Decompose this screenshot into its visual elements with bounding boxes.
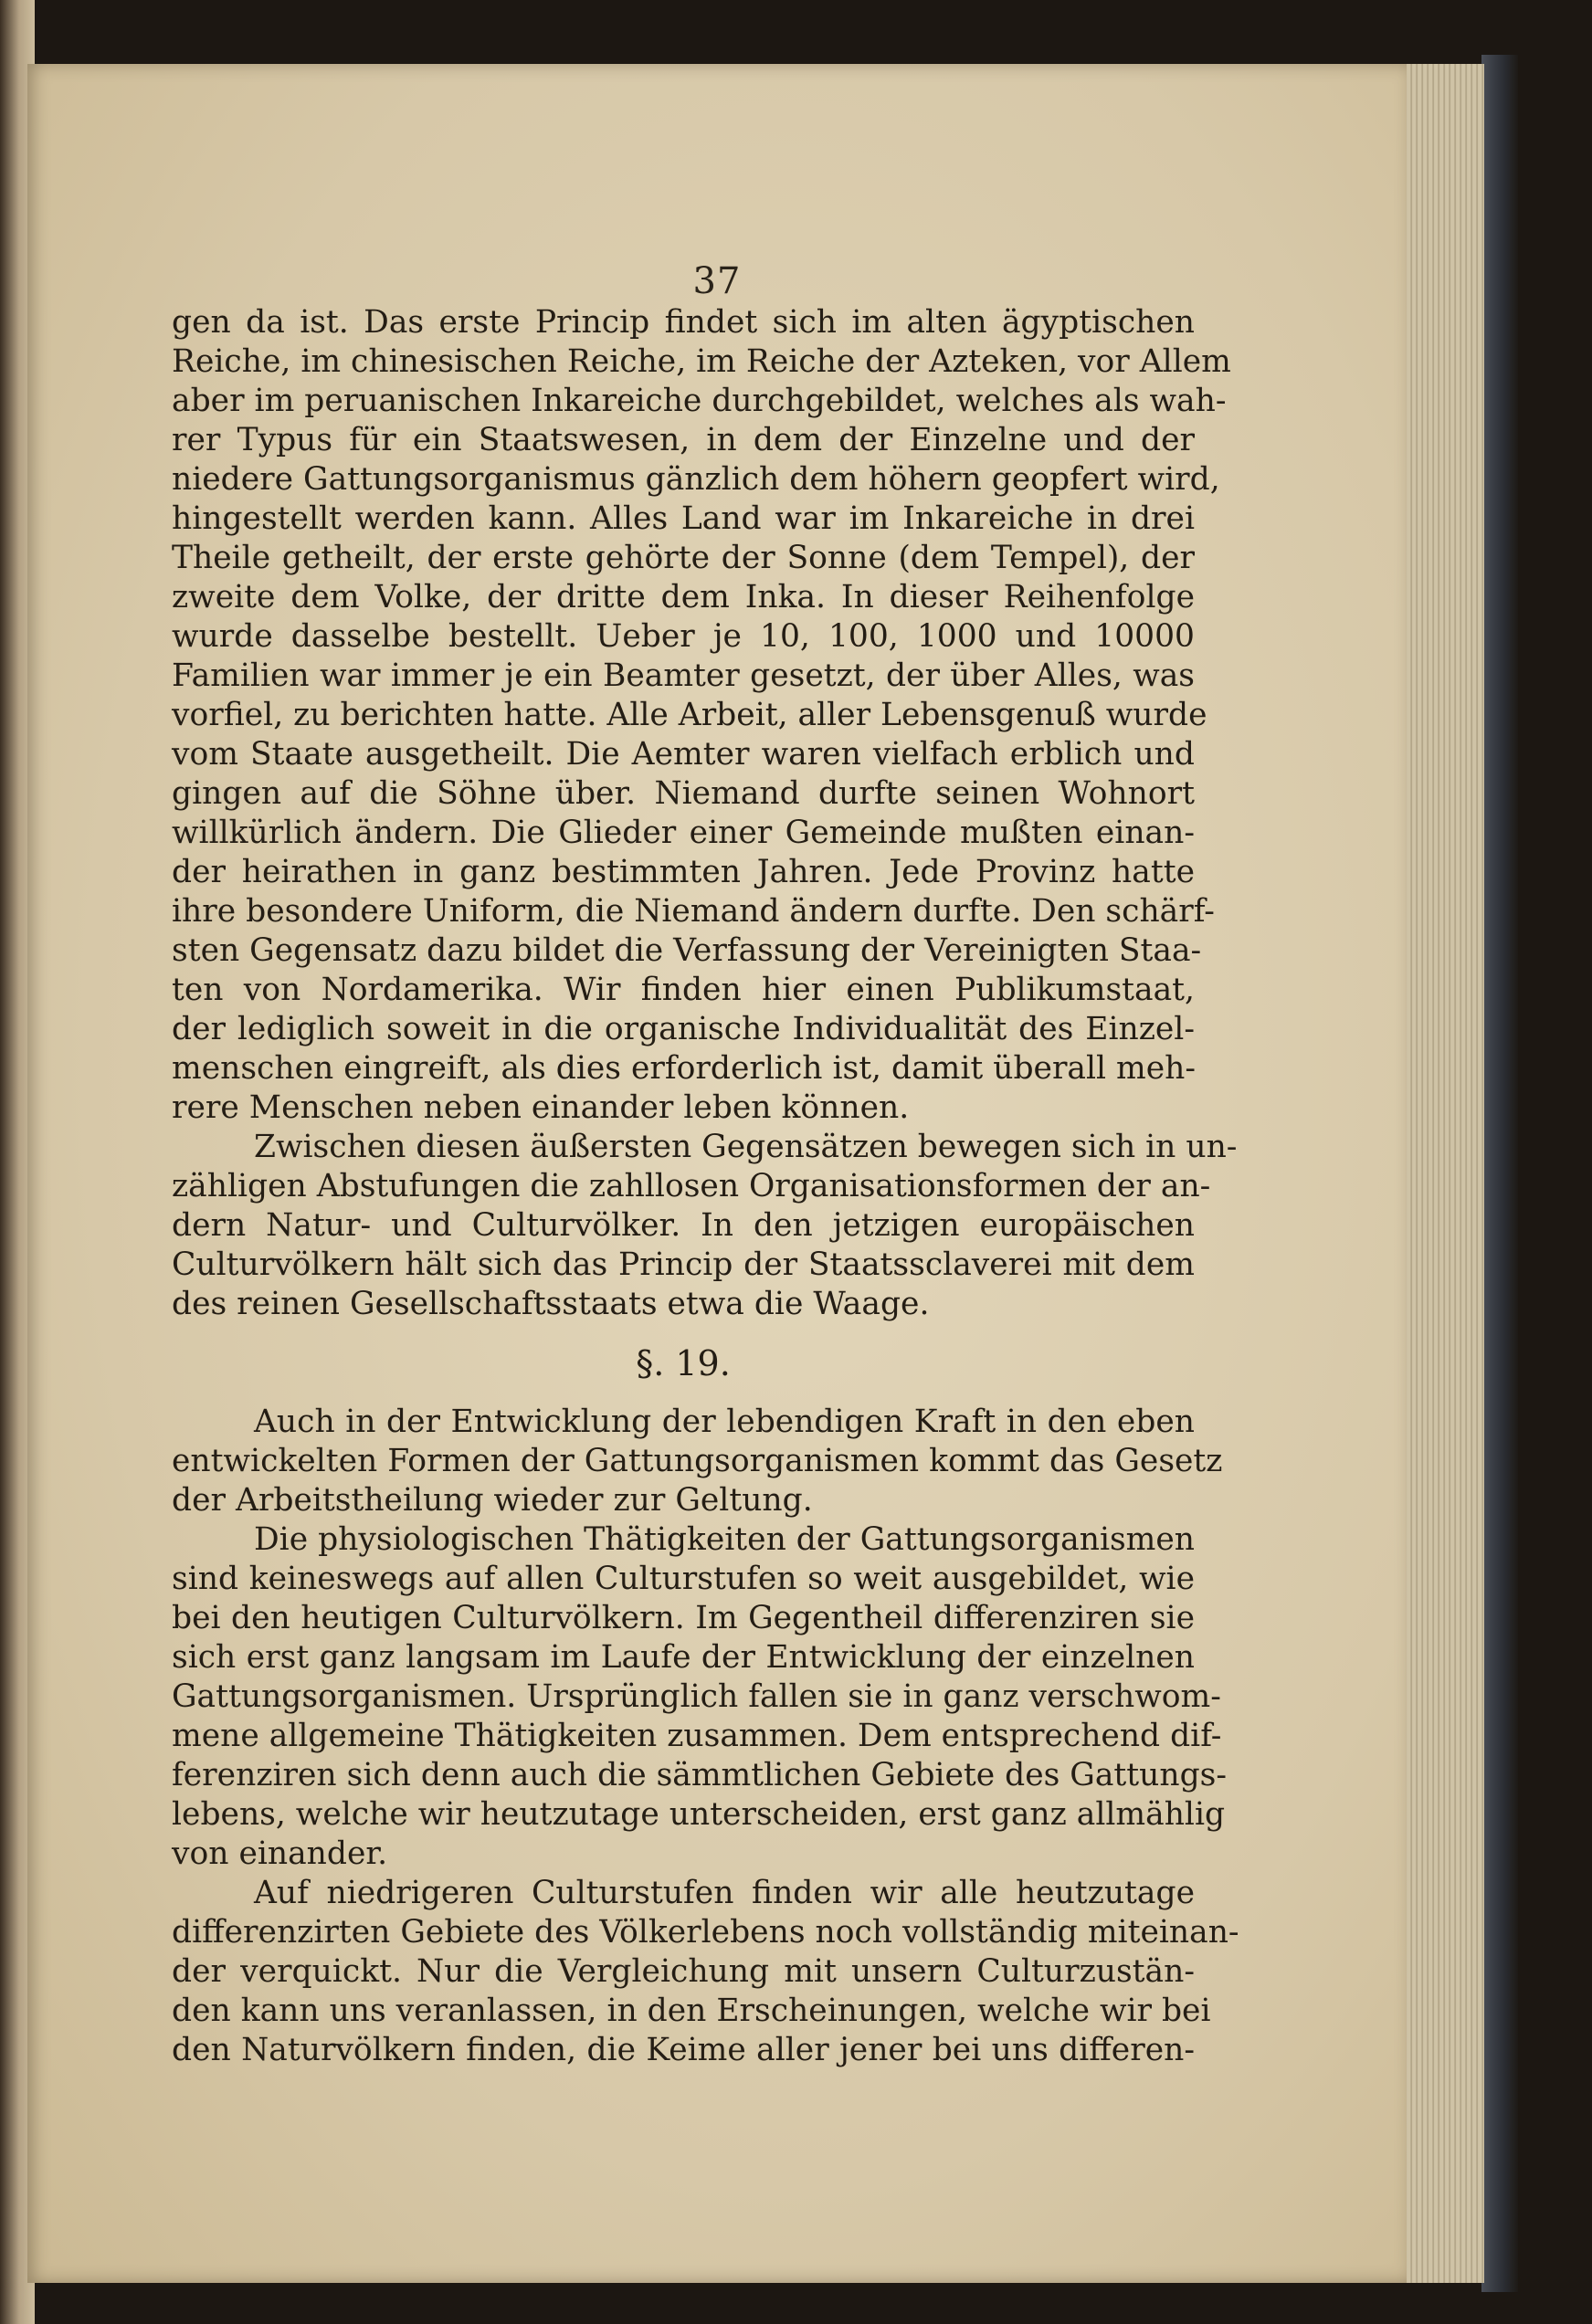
text-line: sten Gegensatz dazu bildet die Verfassung der Vereinigten Staa- [172,932,1202,969]
text-line: von einander. [172,1835,388,1872]
text-line: gen da ist. Das erste Princip findet sich im alten ägyptischen [172,304,1195,341]
section-heading: §. 19. [636,1343,731,1383]
text-line: gingen auf die Söhne über. Niemand durfte seinen Wohnort [172,775,1195,812]
text-line: niedere Gattungsorganismus gänzlich dem höhern geopfert wird, [172,461,1220,498]
text-line: zähligen Abstufungen die zahllosen Organisationsformen der an- [172,1168,1211,1204]
text-line: bei den heutigen Culturvölkern. Im Gegentheil differenziren sie [172,1600,1195,1636]
text-line: aber im peruanischen Inkareiche durchgebildet, welches als wah- [172,383,1227,419]
text-line: Die physiologischen Thätigkeiten der Gattungsorganismen [254,1521,1196,1558]
text-line: vorfiel, zu berichten hatte. Alle Arbeit, aller Lebensgenuß wurde [172,697,1207,733]
text-line: Reiche, im chinesischen Reiche, im Reiche der Azteken, vor Allem [172,343,1231,380]
text-line: sich erst ganz langsam im Laufe der Entwicklung der einzelnen [172,1639,1195,1676]
text-line: Culturvölkern hält sich das Princip der Staatssclaverei mit dem [172,1246,1195,1283]
text-line: vom Staate ausgetheilt. Die Aemter waren vielfach erblich und [172,736,1195,773]
page-text [172,303,1239,2070]
text-line: willkürlich ändern. Die Glieder einer Gemeinde mußten einan- [172,815,1195,851]
page-number: 37 [692,260,742,302]
text-line: rere Menschen neben einander leben können. [172,1089,910,1126]
text-line: zweite dem Volke, der dritte dem Inka. In dieser Reihenfolge [172,579,1195,615]
text-before-section [172,303,1238,1324]
text-line: der verquickt. Nur die Vergleichung mit unsern Culturzustän- [172,1953,1195,1990]
text-line: Gattungsorganismen. Ursprünglich fallen sie in ganz verschwom- [172,1678,1221,1715]
text-line: ten von Nordamerika. Wir finden hier einen Publikumstaat, [172,972,1195,1008]
text-line: Theile getheilt, der erste gehörte der Sonne (dem Tempel), der [172,540,1195,576]
text-line: den Naturvölkern finden, die Keime aller jener bei uns differen- [172,2032,1195,2068]
text-line: Auch in der Entwicklung der lebendigen Kraft in den eben [254,1404,1195,1440]
text-after-section [172,1403,1239,2070]
text-line: rer Typus für ein Staatswesen, in dem der Einzelne und der [172,422,1195,458]
paragraph [172,1128,1238,1324]
text-line: Zwischen diesen äußersten Gegensätzen bewegen sich in un- [254,1129,1238,1165]
book-cover-edge [1481,55,1518,2292]
text-line: ferenziren sich denn auch die sämmtlichen Gebiete des Gattungs- [172,1757,1228,1793]
page-stack-edge [1402,64,1484,2283]
text-line: der lediglich soweit in die organische Individualität des Einzel- [172,1011,1195,1047]
paragraph [172,1520,1228,1874]
text-line: Familien war immer je ein Beamter gesetzt, der über Alles, was [172,657,1195,694]
text-line: lebens, welche wir heutzutage unterscheiden, erst ganz allmählig [172,1796,1226,1833]
text-line: ihre besondere Uniform, die Niemand ändern durfte. Den schärf- [172,893,1215,930]
paragraph [172,303,1231,1128]
text-line: mene allgemeine Thätigkeiten zusammen. Dem entsprechend dif- [172,1718,1222,1754]
text-line: entwickelten Formen der Gattungsorganismen kommt das Gesetz [172,1443,1223,1479]
text-line: hingestellt werden kann. Alles Land war im Inkareiche in drei [172,500,1195,537]
book-page [27,64,1407,2283]
text-line: dern Natur- und Culturvölker. In den jetzigen europäischen [172,1207,1195,1244]
text-line: den kann uns veranlassen, in den Erscheinungen, welche wir bei [172,1993,1211,2029]
text-line: differenzirten Gebiete des Völkerlebens noch vollständig miteinan- [172,1914,1239,1951]
text-line: des reinen Gesellschaftsstaats etwa die Waage. [172,1286,930,1322]
text-line: Auf niedrigeren Culturstufen finden wir alle heutzutage [254,1875,1195,1911]
text-line: der Arbeitstheilung wieder zur Geltung. [172,1482,813,1519]
text-line: sind keineswegs auf allen Culturstufen so weit ausgebildet, wie [172,1561,1195,1597]
text-line: der heirathen in ganz bestimmten Jahren. Jede Provinz hatte [172,854,1195,890]
paragraph [172,1874,1239,2070]
text-line: wurde dasselbe bestellt. Ueber je 10, 100, 1000 und 10000 [172,618,1195,655]
paragraph [172,1403,1223,1520]
text-line: menschen eingreift, als dies erforderlich ist, damit überall meh- [172,1050,1197,1087]
